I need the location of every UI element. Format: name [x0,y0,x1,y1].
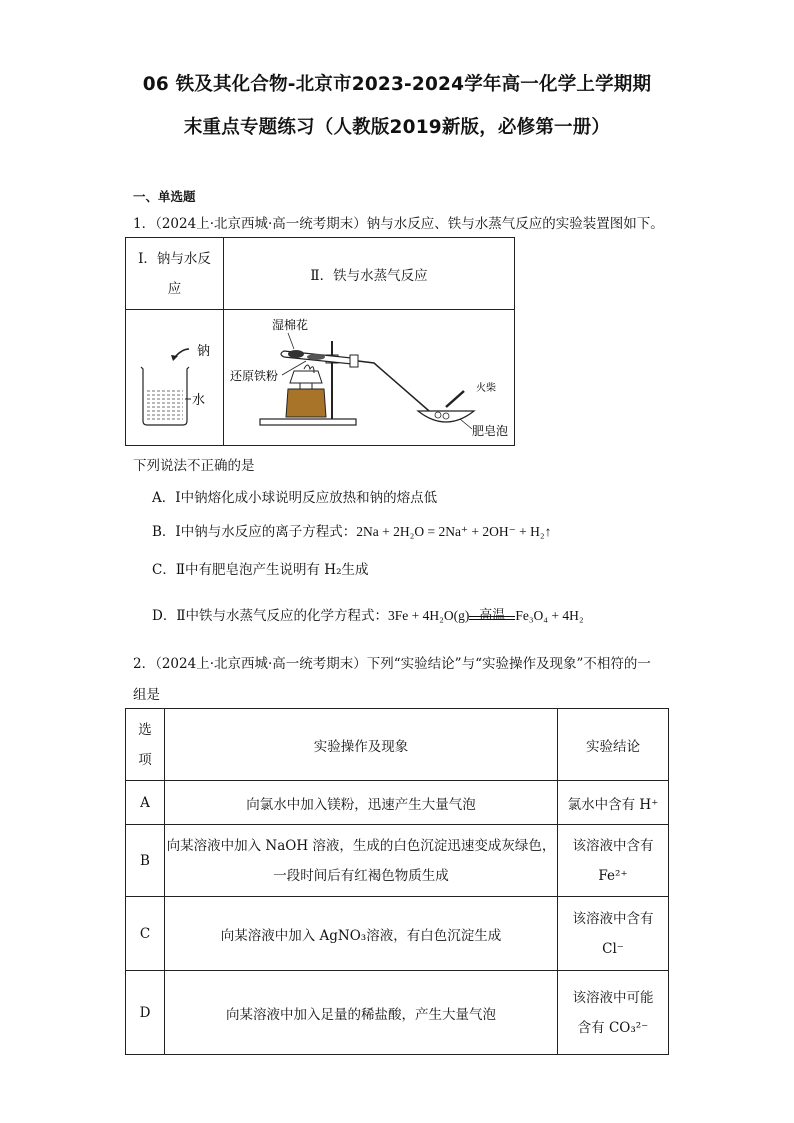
beaker-outline [141,367,189,425]
arrow-line [175,349,189,357]
row-conclusion-line1: 该溶液中含有 [572,837,654,854]
beaker-figure [127,311,223,441]
row-conclusion [558,897,669,971]
lamp-neck [300,383,312,389]
header-operation: 实验操作及现象 [165,709,558,781]
table-row [126,971,669,1055]
row-conclusion-line1: 该溶液中可能 [572,989,654,1006]
section-heading: 一、单选题 [133,189,196,204]
iron-steam-apparatus-figure [224,311,514,441]
row-conclusion: 氯水中含有 H⁺ [558,781,669,825]
header-option-line1: 选 [138,721,152,738]
question1-prompt: 下列说法不正确的是 [133,458,255,474]
document-title-line1: 06 铁及其化合物-北京市2023-2024学年高一化学上学期期 [142,74,652,95]
alcohol-lamp [286,389,326,417]
match-label: 火柴 [476,382,496,394]
header-option [126,709,165,781]
option-d [152,604,584,624]
table-header-sodium-water [126,238,224,310]
row-operation-line1: 向某溶液中加入 NaOH 溶液，生成的白色沉淀迅速变成灰绿色， [166,837,556,854]
question1-apparatus-table [125,237,515,446]
row-operation [165,825,558,897]
figure-cell-sodium [126,310,224,446]
row-operation: 向某溶液中加入 AgNO₃溶液，有白色沉淀生成 [165,897,558,971]
header-option-line2: 项 [138,751,152,768]
row-conclusion-line2: Cl⁻ [602,940,624,957]
iron-powder [307,354,325,360]
row-operation: 向氯水中加入镁粉，迅速产生大量气泡 [165,781,558,825]
wet-cotton [288,350,304,358]
document-title-line2: 末重点专题练习（人教版2019新版，必修第一册） [183,117,611,138]
option-c: C．Ⅱ中有肥皂泡产生说明有 H₂生成 [152,562,369,578]
question2-table [125,708,669,1055]
option-d-left: 3Fe + 4H₂O(g) [388,608,470,623]
table-row [126,897,669,971]
water-hatch [147,391,183,419]
question2-stem-line1: 2．（2024上·北京西城·高一统考期末）下列“实验结论”与“实验操作及现象”不相符的一 [133,656,651,672]
row-option: D [126,971,165,1055]
row-conclusion-line1: 该溶液中含有 [572,910,654,927]
table-header-iron-steam: Ⅱ．铁与水蒸气反应 [224,238,515,310]
row-option: B [126,825,165,897]
option-d-text: D．Ⅱ中铁与水蒸气反应的化学方程式： [152,608,388,624]
option-d-right: Fe₃O₄ + 4H₂ [515,608,584,623]
condition-text: 高温 [479,608,506,623]
cotton-pointer [288,333,294,349]
row-option: A [126,781,165,825]
stand-base [260,419,356,425]
soap-pointer [460,419,472,429]
match-stick [446,391,464,407]
soap-bubble [435,412,441,418]
row-option: C [126,897,165,971]
question1-stem: 1．（2024上·北京西城·高一统考期末）钠与水反应、铁与水蒸气反应的实验装置图如下。 [133,216,664,232]
row-conclusion-line2: 含有 CO₃²⁻ [577,1019,649,1036]
sodium-label: 钠 [196,343,210,359]
option-b-text: B．Ⅰ中钠与水反应的离子方程式： [152,524,357,540]
option-b-equation: 2Na + 2H₂O = 2Na⁺ + 2OH⁻ + H₂↑ [356,524,552,539]
soap-bubble [443,413,449,419]
iron-powder-label: 还原铁粉 [230,368,279,383]
wire-gauze [290,371,322,383]
table-row [126,825,669,897]
row-conclusion [558,825,669,897]
option-b [152,520,551,540]
header-text: Ⅰ．钠与水反应 [138,250,211,297]
stopper [350,355,358,367]
soap-bubble-label: 肥皂泡 [472,423,509,438]
option-a: A．Ⅰ中钠熔化成小球说明反应放热和钠的熔点低 [152,490,438,506]
cotton-label: 湿棉花 [272,317,309,332]
table-row [126,781,669,825]
row-conclusion [558,971,669,1055]
row-conclusion-line2: Fe²⁺ [598,867,628,884]
question2-stem-line2: 组是 [133,687,160,703]
water-label: 水 [191,392,205,408]
header-conclusion: 实验结论 [558,709,669,781]
delivery-tube [358,361,436,417]
row-operation-line2: 一段时间后有红褐色物质生成 [273,867,449,884]
figure-cell-iron [224,310,515,446]
row-operation: 向某溶液中加入足量的稀盐酸，产生大量气泡 [165,971,558,1055]
arrow-head [171,355,178,361]
